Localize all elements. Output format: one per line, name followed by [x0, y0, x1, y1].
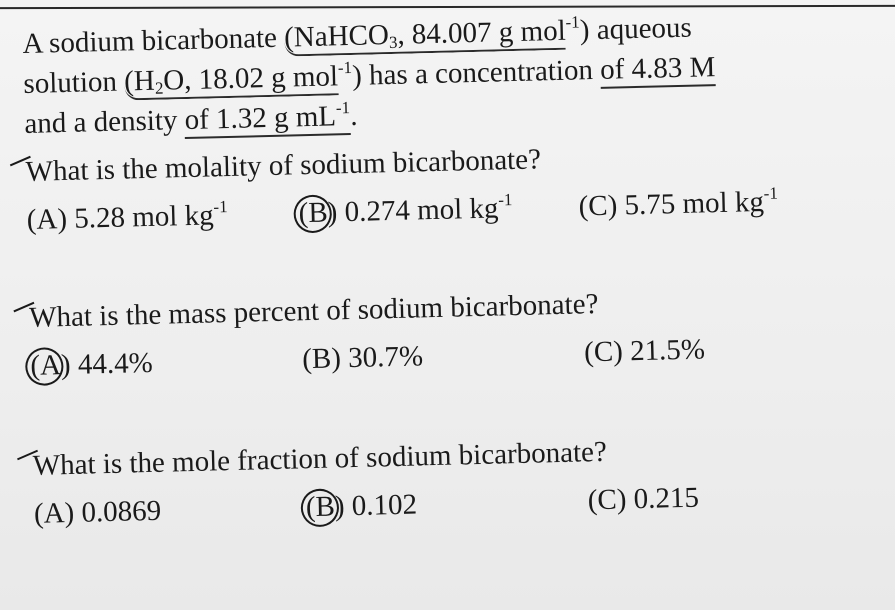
density-text: of 1.32 g mL — [184, 100, 337, 137]
option-letter: (C) — [587, 483, 627, 517]
problem-text: . — [349, 99, 358, 133]
density-value — [184, 100, 350, 139]
problem-text: ) has a concentration — [351, 53, 601, 92]
problem-text: A sodium bicarbonate — [22, 21, 285, 60]
option-letter: (A) — [26, 202, 68, 236]
problem-text: ) aqueous — [579, 11, 693, 47]
formula-subscript: 2 — [154, 78, 164, 98]
exponent: -1 — [337, 57, 353, 78]
problem-text: solution — [23, 65, 125, 100]
option-value: 5.28 mol kg — [73, 199, 215, 235]
option-letter: (C) — [578, 189, 618, 223]
option-letter: (A) — [33, 496, 75, 530]
option-letter: (B) — [301, 342, 342, 376]
option-c[interactable] — [578, 182, 778, 227]
formula-subscript: 3 — [388, 32, 398, 53]
option-value: 0.274 mol kg — [344, 192, 499, 229]
option-value: 0.0869 — [81, 494, 162, 529]
circled-option-letter: (B) — [305, 486, 345, 527]
problem-content — [22, 3, 894, 534]
solute-formula — [284, 15, 566, 57]
option-b-selected[interactable] — [298, 186, 579, 233]
option-value: 21.5% — [629, 333, 706, 368]
concentration-value: of 4.83 M — [600, 51, 716, 89]
exponent: -1 — [335, 98, 351, 118]
option-letter: (C) — [583, 335, 624, 369]
formula-text: (NaHCO — [283, 19, 390, 54]
option-value: 5.75 mol kg — [624, 185, 765, 222]
option-b-selected[interactable] — [305, 480, 588, 527]
circled-option-letter: (A) — [30, 345, 71, 386]
solvent-formula — [124, 60, 339, 100]
exponent: -1 — [763, 183, 779, 203]
option-value: 30.7% — [347, 340, 424, 375]
option-value: 44.4% — [77, 346, 154, 381]
molar-mass-text: O, 18.02 g mol — [162, 60, 339, 97]
question-text: What is the mole fraction of sodium bicarbonate? — [32, 435, 608, 482]
option-c[interactable] — [587, 478, 699, 521]
option-a-selected[interactable] — [30, 339, 303, 386]
formula-text: (H — [123, 64, 156, 98]
circled-option-letter: (B) — [298, 192, 338, 233]
problem-text: and a density — [24, 104, 186, 140]
option-c[interactable] — [584, 329, 706, 372]
option-a[interactable] — [26, 193, 299, 240]
molar-mass-text: , 84.007 g mol — [396, 14, 567, 51]
question-text: What is the molality of sodium bicarbonate? — [25, 143, 542, 188]
exponent: -1 — [565, 12, 580, 32]
exponent: -1 — [213, 197, 228, 217]
exponent: -1 — [498, 190, 513, 210]
question-text: What is the mass percent of sodium bicarbonate? — [28, 288, 599, 334]
option-value: 0.102 — [351, 488, 418, 523]
option-b[interactable] — [302, 332, 585, 379]
option-a[interactable] — [33, 487, 306, 534]
option-value: 0.215 — [633, 481, 700, 516]
